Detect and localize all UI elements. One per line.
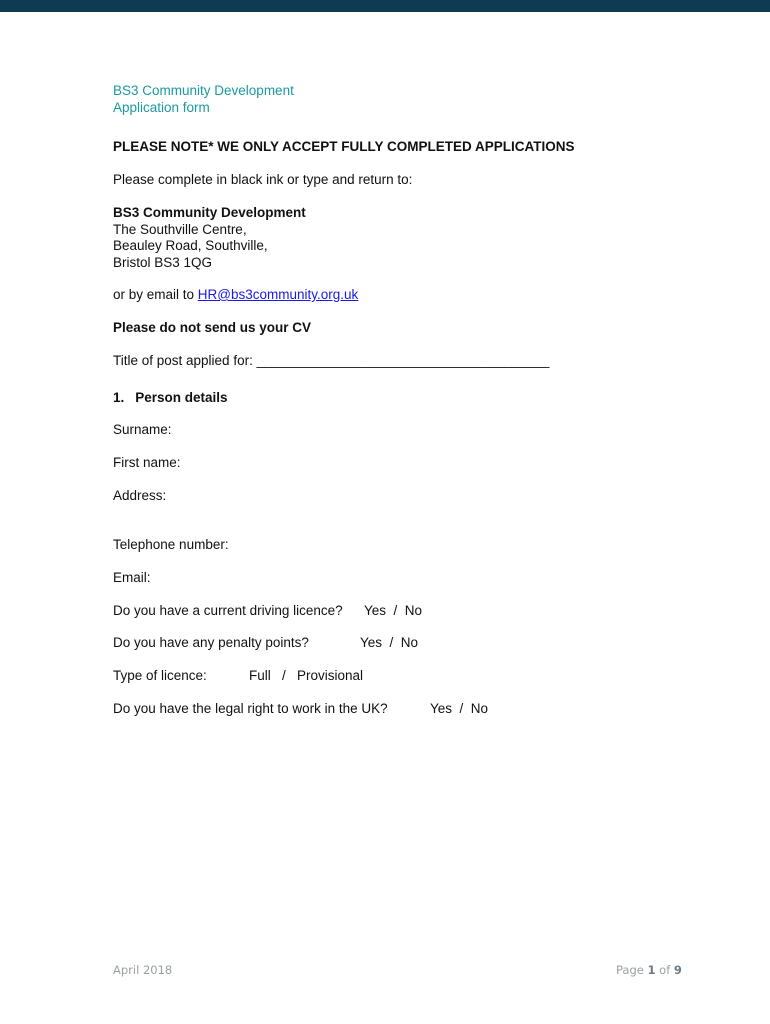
penalty-points-question: Do you have any penalty points? — [113, 635, 309, 650]
penalty-points-options[interactable]: Yes / No — [360, 635, 419, 650]
email-prefix: or by email to — [113, 287, 198, 302]
no-cv-note: Please do not send us your CV — [113, 320, 312, 335]
address-label: Address: — [113, 488, 167, 503]
post-title-field[interactable]: Title of post applied for: _______________________________________ — [113, 353, 550, 368]
driving-licence-question: Do you have a current driving licence? — [113, 603, 343, 618]
org-heading: BS3 Community Development — [113, 83, 294, 98]
top-banner — [0, 0, 770, 12]
licence-type-question: Type of licence: — [113, 668, 207, 683]
section-heading — [113, 389, 228, 406]
notice: PLEASE NOTE* WE ONLY ACCEPT FULLY COMPLETED APPLICATIONS — [113, 139, 575, 154]
address-name: BS3 Community Development — [113, 205, 306, 220]
right-to-work-question: Do you have the legal right to work in the UK? — [113, 701, 388, 716]
page-number: 1 — [647, 963, 656, 977]
footer-date: April 2018 — [113, 963, 173, 977]
page-indicator — [616, 963, 682, 977]
of-word: of — [659, 963, 671, 977]
doc-title: Application form — [113, 100, 210, 115]
address-line1: The Southville Centre, — [113, 222, 247, 237]
right-to-work-options[interactable]: Yes / No — [430, 701, 489, 716]
section-title: Person details — [135, 390, 228, 405]
first-name-label: First name: — [113, 455, 181, 470]
email-line — [113, 286, 358, 303]
section-number: 1. — [113, 390, 125, 405]
address-line2: Beauley Road, Southville, — [113, 238, 268, 253]
email-link[interactable]: HR@bs3community.org.uk — [197, 287, 359, 302]
licence-type-options[interactable]: Full / Provisional — [249, 668, 364, 683]
telephone-label: Telephone number: — [113, 537, 229, 552]
surname-label: Surname: — [113, 422, 172, 437]
instruction: Please complete in black ink or type and return to: — [113, 172, 413, 187]
page-total: 9 — [673, 963, 682, 977]
email-label: Email: — [113, 570, 151, 585]
driving-licence-options[interactable]: Yes / No — [364, 603, 423, 618]
page-word: Page — [616, 963, 644, 977]
address-line3: Bristol BS3 1QG — [113, 255, 213, 270]
